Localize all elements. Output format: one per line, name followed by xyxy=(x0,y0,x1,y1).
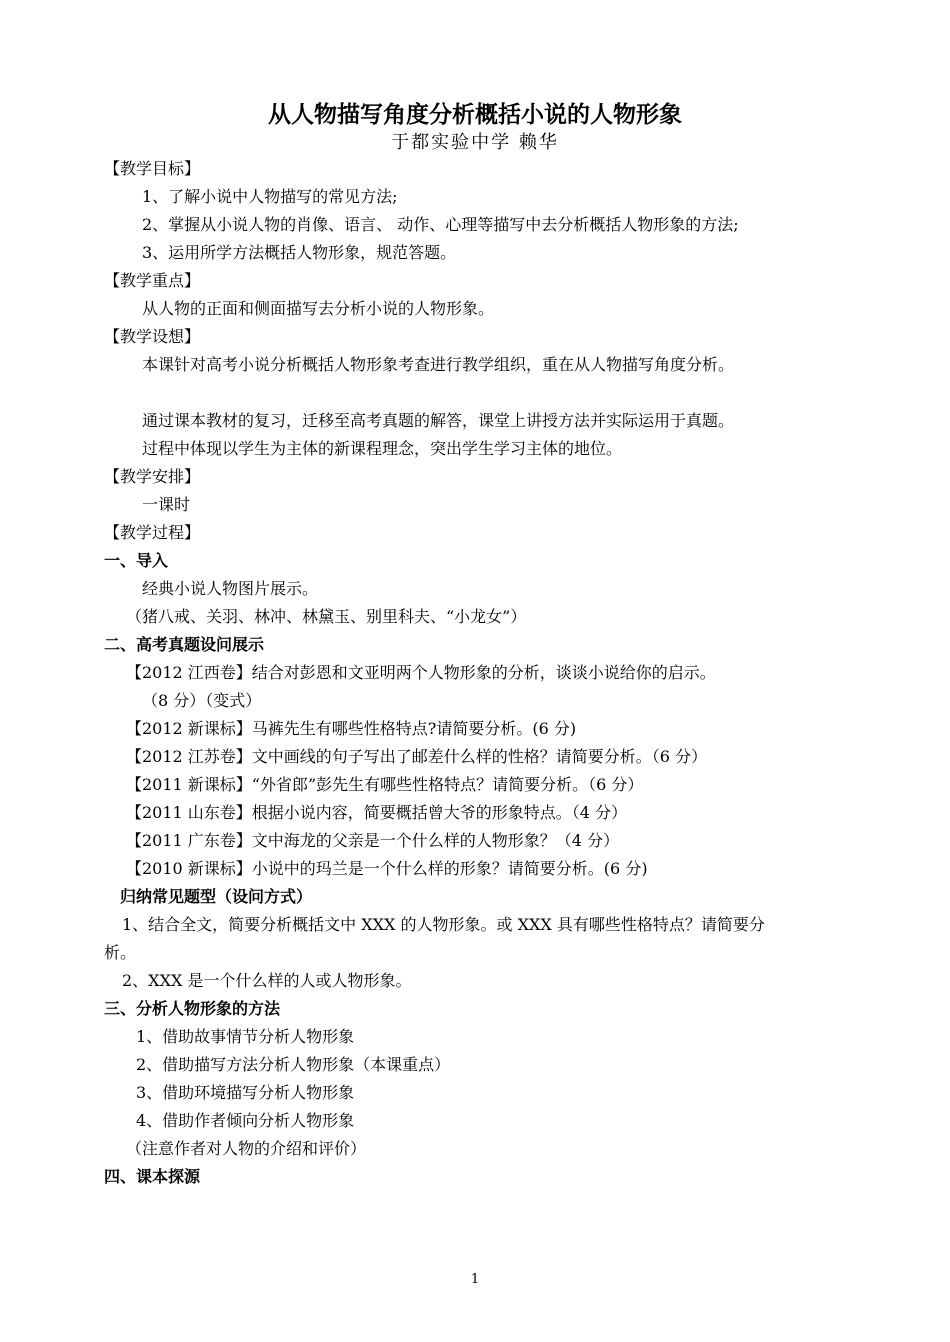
paragraph: 从人物的正面和侧面描写去分析小说的人物形象。 xyxy=(142,299,495,318)
section-heading-arrangement: 【教学安排】 xyxy=(104,467,201,486)
exam-question: 【2012 新课标】马裤先生有哪些性格特点?请简要分析。(6 分) xyxy=(126,719,577,738)
paragraph: 通过课本教材的复习，迁移至高考真题的解答，课堂上讲授方法并实际运用于真题。 xyxy=(142,411,735,430)
paragraph: 过程中体现以学生为主体的新课程理念，突出学生学习主体的地位。 xyxy=(142,439,623,458)
paragraph: （猪八戒、关羽、林冲、林黛玉、别里科夫、“小龙女”） xyxy=(126,607,527,626)
exam-question: 【2012 江西卷】结合对彭恩和文亚明两个人物形象的分析，谈谈小说给你的启示。 xyxy=(126,663,716,682)
section-heading-process: 【教学过程】 xyxy=(104,523,201,542)
heading-textbook-source: 四、课本探源 xyxy=(104,1167,201,1186)
heading-question-types: 归纳常见题型（设问方式） xyxy=(120,887,313,906)
paragraph: 一课时 xyxy=(142,495,191,514)
method-item: 4、借助作者倾向分析人物形象 xyxy=(136,1111,355,1130)
paragraph: 经典小说人物图片展示。 xyxy=(142,579,319,598)
method-note: （注意作者对人物的介绍和评价） xyxy=(126,1139,367,1158)
exam-question: 【2012 江苏卷】文中画线的句子写出了邮差什么样的性格？请简要分析。（6 分） xyxy=(126,747,708,766)
method-item: 2、借助描写方法分析人物形象（本课重点） xyxy=(136,1055,451,1074)
question-type-item: 1、结合全文，简要分析概括文中 XXX 的人物形象。或 XXX 具有哪些性格特点？请简要分 xyxy=(122,915,765,934)
paragraph: 本课针对高考小说分析概括人物形象考查进行教学组织，重在从人物描写角度分析。 xyxy=(142,355,735,374)
objective-item: 3、运用所学方法概括人物形象，规范答题。 xyxy=(142,243,457,262)
question-type-item: 2、XXX 是一个什么样的人或人物形象。 xyxy=(122,971,412,990)
page-number: 1 xyxy=(470,1272,480,1287)
objective-item: 1、了解小说中人物描写的常见方法; xyxy=(142,187,398,206)
section-heading-focus: 【教学重点】 xyxy=(104,271,201,290)
heading-introduction: 一、导入 xyxy=(104,551,169,570)
method-item: 1、借助故事情节分析人物形象 xyxy=(136,1027,355,1046)
exam-question: 【2010 新课标】小说中的玛兰是一个什么样的形象？请简要分析。(6 分) xyxy=(126,859,648,878)
objective-item: 2、掌握从小说人物的肖像、语言、 动作、心理等描写中去分析概括人物形象的方法; xyxy=(142,215,739,234)
author-line: 于都实验中学 赖华 xyxy=(391,132,559,153)
section-heading-design: 【教学设想】 xyxy=(104,327,201,346)
heading-methods: 三、分析人物形象的方法 xyxy=(104,999,281,1018)
method-item: 3、借助环境描写分析人物形象 xyxy=(136,1083,355,1102)
exam-question: 【2011 广东卷】文中海龙的父亲是一个什么样的人物形象？（4 分） xyxy=(126,831,620,850)
document-title: 从人物描写角度分析概括小说的人物形象 xyxy=(268,102,682,128)
question-type-item-continued: 析。 xyxy=(104,943,137,962)
section-heading-objectives: 【教学目标】 xyxy=(104,159,201,178)
exam-question: 【2011 山东卷】根据小说内容，简要概括曾大爷的形象特点。（4 分） xyxy=(126,803,628,822)
exam-question: 【2011 新课标】“外省郎”彭先生有哪些性格特点？请简要分析。（6 分） xyxy=(126,775,644,794)
heading-exam-questions: 二、高考真题设问展示 xyxy=(104,635,265,654)
exam-question: （8 分）（变式） xyxy=(142,691,262,710)
